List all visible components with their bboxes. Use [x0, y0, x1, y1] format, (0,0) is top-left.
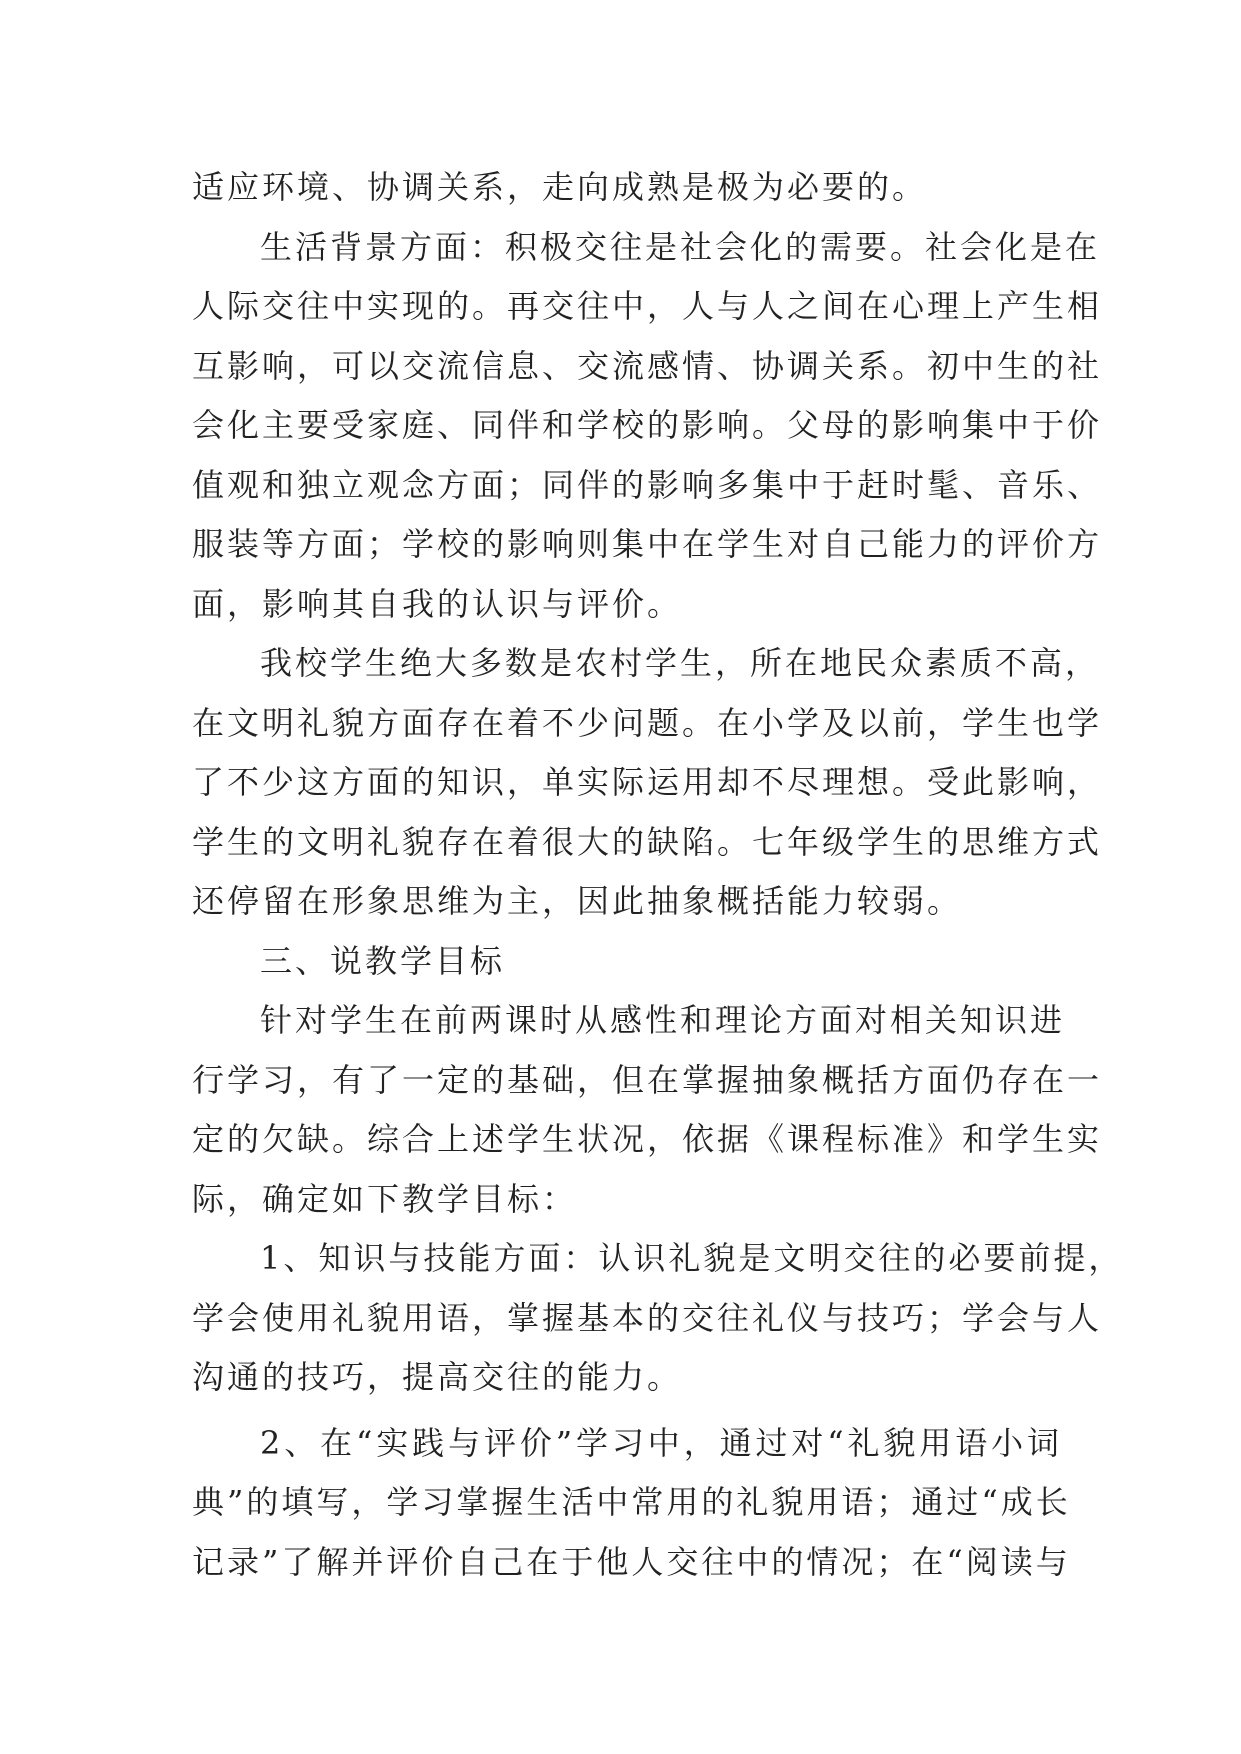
text-line: 1、知识与技能方面：认识礼貌是文明交往的必要前提， — [260, 1239, 1124, 1277]
text-line: 记录”了解并评价自己在于他人交往中的情况；在“阅读与 — [192, 1542, 1071, 1581]
text-line: 还停留在形象思维为主，因此抽象概括能力较弱。 — [192, 882, 963, 920]
text-line: 会化主要受家庭、同伴和学校的影响。父母的影响集中于价 — [192, 406, 1103, 444]
text-line: 定的欠缺。综合上述学生状况，依据《课程标准》和学生实 — [192, 1120, 1103, 1158]
document-body — [192, 158, 1124, 1592]
text-line: 沟通的技巧，提高交往的能力。 — [192, 1358, 683, 1396]
text-line: 服装等方面；学校的影响则集中在学生对自己能力的评价方 — [192, 525, 1103, 563]
section-heading: 三、说教学目标 — [260, 941, 506, 980]
text-line: 行学习，有了一定的基础，但在掌握抽象概括方面仍存在一 — [192, 1060, 1103, 1099]
text-line: 值观和独立观念方面；同伴的影响多集中于赶时髦、音乐、 — [192, 465, 1103, 504]
text-line: 2、在“实践与评价”学习中，通过对“礼貌用语小词 — [260, 1423, 1062, 1462]
text-line: 了不少这方面的知识，单实际运用却不尽理想。受此影响， — [192, 763, 1103, 801]
text-line: 生活背景方面：积极交往是社会化的需要。社会化是在 — [260, 227, 1101, 266]
text-line: 际，确定如下教学目标： — [192, 1179, 578, 1218]
text-line: 在文明礼貌方面存在着不少问题。在小学及以前，学生也学 — [192, 703, 1103, 742]
text-line: 学生的文明礼貌存在着很大的缺陷。七年级学生的思维方式 — [192, 822, 1103, 861]
text-line: 适应环境、协调关系，走向成熟是极为必要的。 — [192, 168, 928, 206]
text-line: 典”的填写，学习掌握生活中常用的礼貌用语；通过“成长 — [192, 1483, 1071, 1521]
text-line: 学会使用礼貌用语，掌握基本的交往礼仪与技巧；学会与人 — [192, 1298, 1103, 1337]
text-line: 针对学生在前两课时从感性和理论方面对相关知识进 — [260, 1001, 1066, 1039]
text-line: 人际交往中实现的。再交往中，人与人之间在心理上产生相 — [192, 287, 1103, 325]
text-line: 互影响，可以交流信息、交流感情、协调关系。初中生的社 — [192, 346, 1103, 385]
text-line: 我校学生绝大多数是农村学生，所在地民众素质不高， — [260, 644, 1101, 682]
text-line: 面，影响其自我的认识与评价。 — [192, 584, 683, 623]
